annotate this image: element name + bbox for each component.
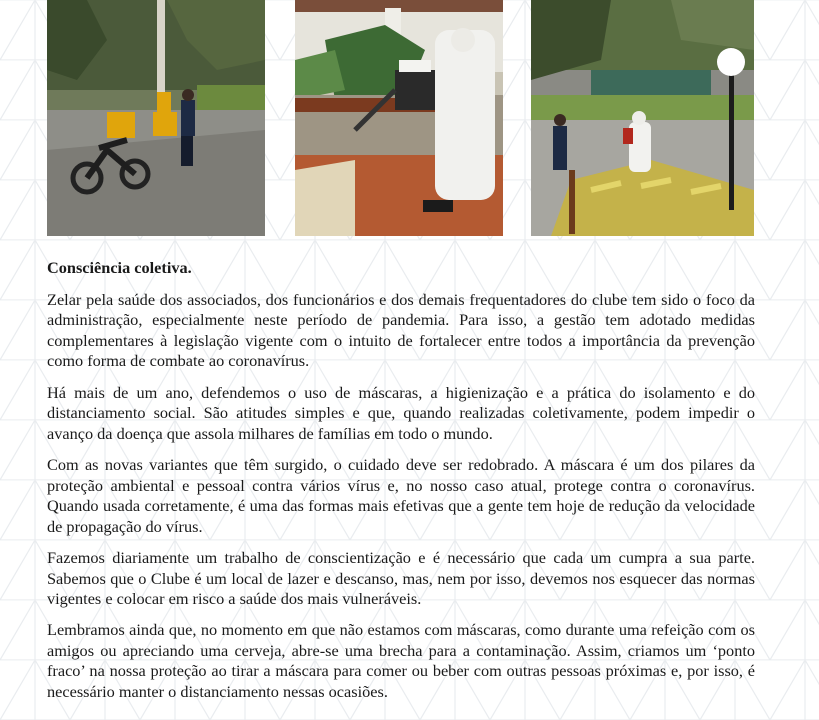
photo-motorcycles	[47, 0, 265, 236]
article	[47, 258, 755, 713]
article-paragraph-2: Há mais de um ano, defendemos o uso de máscaras, a higienização e a prática do isolamento e do distanciamento social. São atitudes simples e que, quando realizadas coletivamente, podem impedir o avanço da doença que assola milhares de famílias em todo o mundo.	[47, 382, 755, 443]
article-paragraph-5: Lembramos ainda que, no momento em que não estamos com máscaras, como durante uma refeição com os amigos ou apreciando uma cerveja, abre-se uma brecha para a contaminação. Assim, criamos um ‘ponto fraco’ na nossa proteção ao tirar a máscara para comer ou beber com outras pessoas próximas e, por isso, é necessário manter o distanciamento nessas ocasiões.	[47, 620, 755, 702]
article-paragraph-3: Com as novas variantes que têm surgido, o cuidado deve ser redobrado. A máscara é um dos pilares da proteção ambiental e pessoal contra vários vírus e, no nosso caso atual, protege contra o coronavírus. Quando usada corretamente, é uma das formas mais efetivas que a gente tem hoje de redução da velocidade de propagação do vírus.	[47, 454, 755, 536]
article-title: Consciência coletiva.	[47, 258, 192, 277]
photo-path-sanitizing	[531, 0, 754, 236]
article-paragraph-1: Zelar pela saúde dos associados, dos funcionários e dos demais frequentadores do clube tem sido o foco da administração, especialmente neste período de pandemia. Para isso, a gestão tem adotado medidas complementares à legislação vigente com o intuito de fortalecer entre todos a importância da prevenção como forma de combate ao coronavírus.	[47, 289, 755, 371]
article-paragraph-4: Fazemos diariamente um trabalho de conscientização e é necessário que cada um cumpra a sua parte. Sabemos que o Clube é um local de lazer e descanso, mas, nem por isso, devemos nos esquecer das normas vigentes e colocar em risco a saúde dos mais vulneráveis.	[47, 547, 755, 609]
photo-sanitizing-worker	[295, 0, 503, 236]
